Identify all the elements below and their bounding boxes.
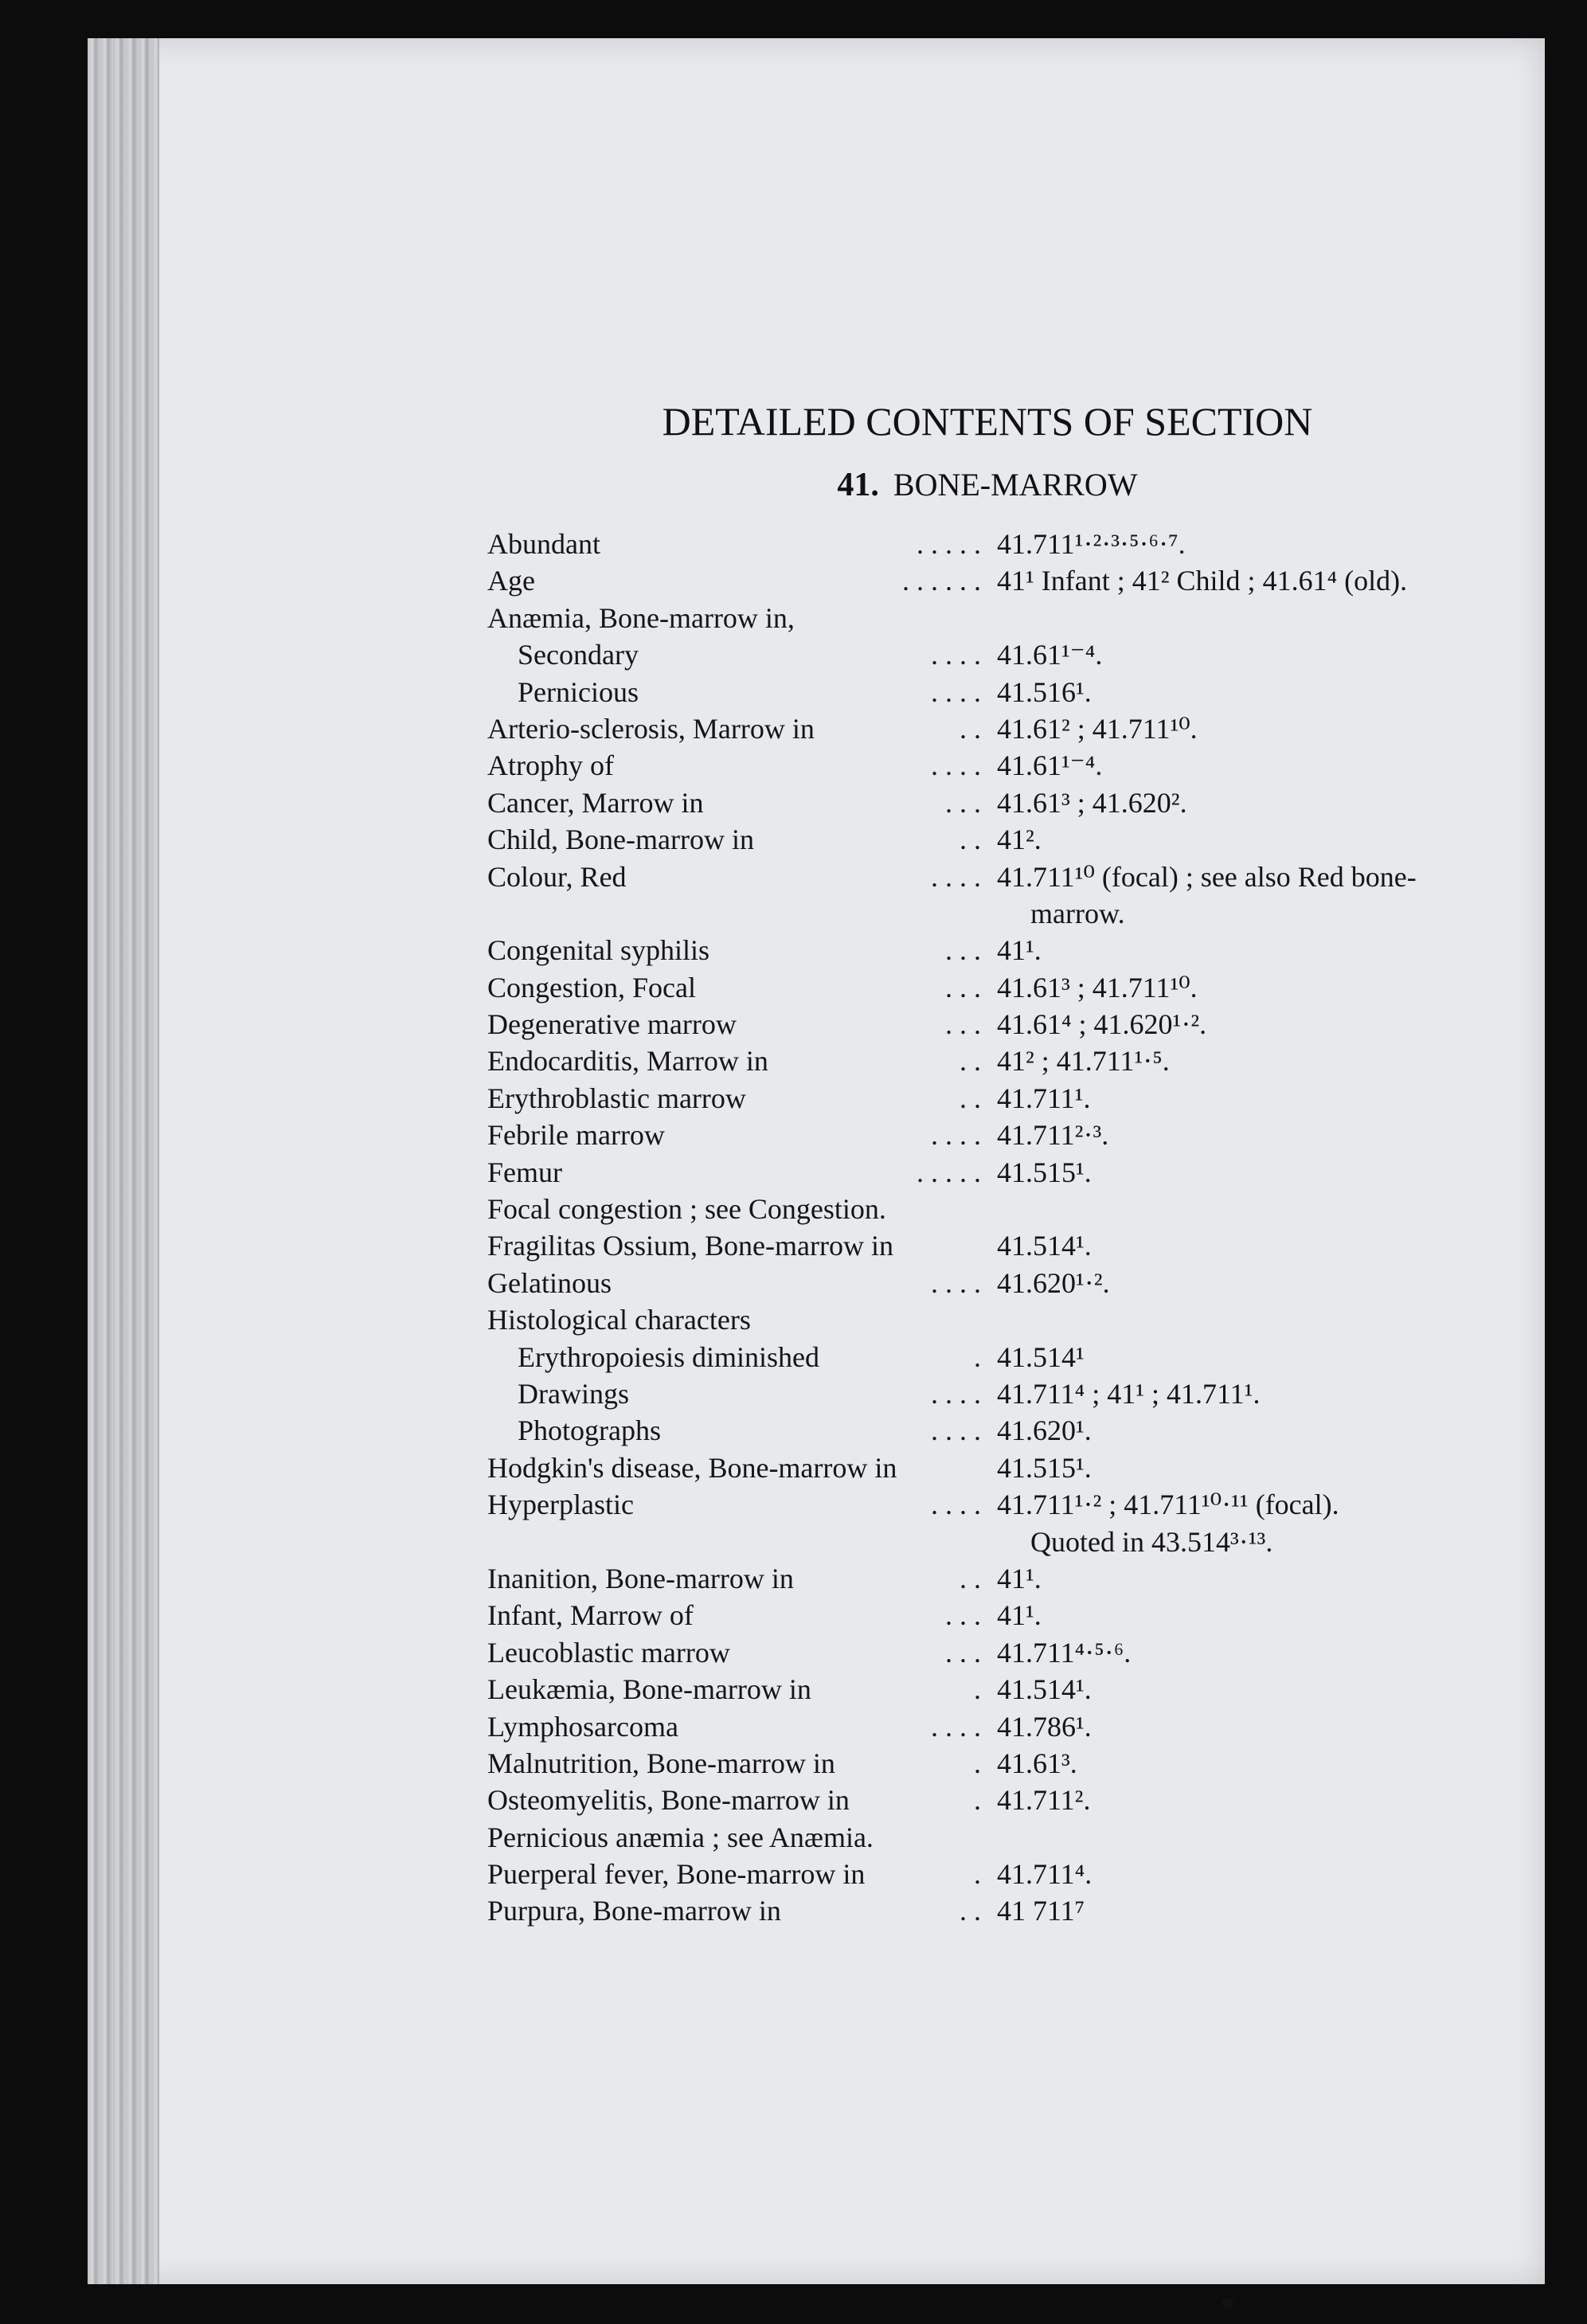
entry-leader-dots: . . . . — [931, 1119, 981, 1152]
entry-leader-dots: . . . — [945, 1636, 981, 1669]
entry-leader-dots: . — [974, 1673, 981, 1706]
contents-entry — [487, 1227, 1523, 1264]
contents-entry — [487, 1671, 1523, 1708]
contents-entry — [487, 1154, 1523, 1191]
entry-term: Photographs — [518, 1414, 661, 1447]
entry-leader-dots: . . . . . — [917, 528, 981, 560]
entry-leader-dots: . . — [960, 712, 981, 745]
entry-term: Erythropoiesis diminished — [518, 1340, 819, 1373]
contents-entry — [487, 1745, 1523, 1782]
entry-leader-dots: . . — [960, 1045, 981, 1078]
section-title — [637, 466, 1338, 504]
entry-leader-dots: . . . — [945, 1008, 981, 1041]
entry-leader-dots: . . . — [945, 971, 981, 1004]
entry-leader-dots: . . . — [945, 934, 981, 967]
contents-entry — [487, 821, 1523, 858]
page-binding — [88, 38, 159, 2284]
entry-term: Leukæmia, Bone-marrow in — [487, 1673, 811, 1706]
contents-entry — [487, 600, 1523, 636]
entry-term: Leucoblastic marrow — [487, 1636, 730, 1669]
entry-term: Malnutrition, Bone-marrow in — [487, 1747, 835, 1779]
entry-term: Child, Bone-marrow in — [487, 824, 754, 856]
entry-term: Drawings — [518, 1377, 629, 1410]
entry-term: Hyperplastic — [487, 1489, 634, 1521]
entry-reference: 41.61¹⁻⁴. — [997, 749, 1103, 782]
entry-leader-dots: . . . — [945, 786, 981, 819]
entry-leader-dots: . — [974, 1858, 981, 1891]
entry-reference: 41.786¹. — [997, 1710, 1092, 1743]
entry-reference: 41.61³ ; 41.711¹⁰. — [997, 971, 1198, 1004]
contents-entry — [487, 1450, 1523, 1486]
contents-entry — [487, 1080, 1523, 1117]
contents-entry — [487, 747, 1523, 784]
entry-term: Histological characters — [487, 1304, 751, 1336]
entry-leader-dots: . . . — [945, 1599, 981, 1632]
entry-term: Focal congestion ; see Congestion. — [487, 1193, 886, 1226]
entry-term: Inanition, Bone-marrow in — [487, 1562, 794, 1594]
contents-entry — [487, 859, 1523, 895]
entry-reference: 41.711¹⁰ (focal) ; see also Red bone- — [997, 860, 1417, 893]
entry-term: Puerperal fever, Bone-marrow in — [487, 1858, 866, 1891]
entry-term: Gelatinous — [487, 1266, 612, 1299]
entry-reference: 41.61² ; 41.711¹⁰. — [997, 712, 1198, 745]
entry-reference: 41¹ Infant ; 41² Child ; 41.61⁴ (old). — [997, 565, 1408, 597]
entry-leader-dots: . . . . — [931, 1377, 981, 1410]
contents-entry — [487, 969, 1523, 1006]
entry-reference: 41.620¹. — [997, 1414, 1092, 1447]
contents-entry — [487, 1819, 1523, 1856]
entry-reference: 41.711¹·²·³·⁵·⁶·⁷. — [997, 528, 1186, 560]
entry-term: Atrophy of — [487, 749, 614, 782]
entry-reference: marrow. — [1030, 897, 1125, 929]
entry-term: Secondary — [518, 639, 639, 671]
entry-term: Hodgkin's disease, Bone-marrow in — [487, 1451, 897, 1484]
entry-reference: 41.61⁴ ; 41.620¹·². — [997, 1008, 1207, 1041]
ink-dot — [1222, 2298, 1233, 2309]
contents-entry — [487, 562, 1523, 599]
entry-leader-dots: . — [974, 1784, 981, 1817]
entry-leader-dots: . . . . — [931, 1710, 981, 1743]
contents-entry — [487, 1782, 1523, 1818]
entry-reference: 41¹. — [997, 1599, 1042, 1632]
entry-term: Cancer, Marrow in — [487, 786, 704, 819]
entry-leader-dots: . . . . — [931, 1414, 981, 1447]
entry-term: Infant, Marrow of — [487, 1599, 694, 1632]
contents-entry — [487, 1597, 1523, 1633]
entry-term: Degenerative marrow — [487, 1008, 737, 1041]
entry-reference: 41.61¹⁻⁴. — [997, 639, 1103, 671]
contents-entry — [487, 1892, 1523, 1929]
contents-entry — [487, 932, 1523, 968]
entry-term: Pernicious — [518, 675, 639, 708]
entry-reference: 41.516¹. — [997, 675, 1092, 708]
entry-reference: 41.61³ ; 41.620². — [997, 786, 1187, 819]
entry-leader-dots: . — [974, 1340, 981, 1373]
contents-entry — [487, 1412, 1523, 1449]
contents-entry — [487, 1708, 1523, 1745]
entry-leader-dots: . . — [960, 1895, 981, 1927]
entry-term: Femur — [487, 1156, 562, 1188]
entry-reference: 41.711⁴ ; 41¹ ; 41.711¹. — [997, 1377, 1261, 1410]
section-name: BONE-MARROW — [893, 467, 1138, 503]
contents-entry — [487, 1117, 1523, 1153]
entry-term: Osteomyelitis, Bone-marrow in — [487, 1784, 850, 1817]
entry-reference: 41.711⁴. — [997, 1858, 1093, 1891]
entry-reference: 41.711¹·² ; 41.711¹⁰·¹¹ (focal). — [997, 1489, 1339, 1521]
entry-reference: 41 711⁷ — [997, 1895, 1085, 1927]
entry-leader-dots: . . . . — [931, 639, 981, 671]
entry-leader-dots: . . . . — [931, 1266, 981, 1299]
entry-leader-dots: . . — [960, 824, 981, 856]
entry-reference: 41.61³. — [997, 1747, 1077, 1779]
contents-entry — [487, 710, 1523, 747]
contents-entry — [487, 1634, 1523, 1671]
entry-term: Febrile marrow — [487, 1119, 665, 1152]
contents-entry — [487, 1339, 1523, 1375]
entry-reference: 41.711²·³. — [997, 1119, 1109, 1152]
entry-leader-dots: . — [974, 1747, 981, 1779]
contents-entry — [487, 1006, 1523, 1043]
entry-reference: 41.620¹·². — [997, 1266, 1110, 1299]
entry-term: Endocarditis, Marrow in — [487, 1045, 768, 1078]
entry-leader-dots: . . . . — [931, 675, 981, 708]
contents-entry — [487, 1375, 1523, 1412]
entry-reference: 41.515¹. — [997, 1451, 1092, 1484]
contents-entry — [487, 636, 1523, 673]
contents-entry — [487, 674, 1523, 710]
entry-term: Purpura, Bone-marrow in — [487, 1895, 781, 1927]
page-heading: DETAILED CONTENTS OF SECTION — [662, 399, 1313, 444]
entry-term: Abundant — [487, 528, 600, 560]
entry-term: Age — [487, 565, 535, 597]
contents-entry — [487, 1486, 1523, 1523]
contents-entry — [487, 1265, 1523, 1301]
entry-leader-dots: . . . . — [931, 749, 981, 782]
entry-reference: Quoted in 43.514³·¹³. — [1030, 1525, 1273, 1558]
contents-entry — [487, 784, 1523, 821]
entry-term: Congestion, Focal — [487, 971, 696, 1004]
contents-entry — [487, 1043, 1523, 1079]
entry-term: Erythroblastic marrow — [487, 1082, 746, 1114]
entry-reference: 41². — [997, 824, 1042, 856]
contents-entry — [487, 1560, 1523, 1597]
entry-term: Colour, Red — [487, 860, 627, 893]
entry-leader-dots: . . — [960, 1082, 981, 1114]
entry-leader-dots: . . — [960, 1562, 981, 1594]
entry-reference: 41¹. — [997, 1562, 1042, 1594]
entry-term: Lymphosarcoma — [487, 1710, 678, 1743]
contents-entry — [487, 1524, 1523, 1560]
entry-reference: 41¹. — [997, 934, 1042, 967]
entry-leader-dots: . . . . . . — [902, 565, 981, 597]
entry-reference: 41.514¹. — [997, 1673, 1092, 1706]
contents-entry — [487, 1301, 1523, 1338]
contents-entry — [487, 526, 1523, 562]
entry-leader-dots: . . . . . — [917, 1156, 981, 1188]
contents-list — [487, 526, 1523, 1930]
entry-term: Arterio-sclerosis, Marrow in — [487, 712, 815, 745]
entry-reference: 41.515¹. — [997, 1156, 1092, 1188]
section-number: 41. — [837, 467, 879, 503]
entry-reference: 41.514¹ — [997, 1340, 1085, 1373]
entry-term: Anæmia, Bone-marrow in, — [487, 601, 795, 634]
entry-reference: 41.711¹. — [997, 1082, 1091, 1114]
entry-term: Fragilitas Ossium, Bone-marrow in — [487, 1230, 893, 1262]
contents-entry — [487, 1191, 1523, 1227]
entry-leader-dots: . . . . — [931, 860, 981, 893]
entry-reference: 41.711⁴·⁵·⁶. — [997, 1636, 1132, 1669]
entry-reference: 41.514¹. — [997, 1230, 1092, 1262]
entry-reference: 41² ; 41.711¹·⁵. — [997, 1045, 1170, 1078]
entry-leader-dots: . . . . — [931, 1489, 981, 1521]
entry-reference: 41.711². — [997, 1784, 1091, 1817]
entry-term: Pernicious anæmia ; see Anæmia. — [487, 1821, 874, 1853]
entry-term: Congenital syphilis — [487, 934, 709, 967]
contents-entry — [487, 895, 1523, 932]
contents-entry — [487, 1856, 1523, 1892]
